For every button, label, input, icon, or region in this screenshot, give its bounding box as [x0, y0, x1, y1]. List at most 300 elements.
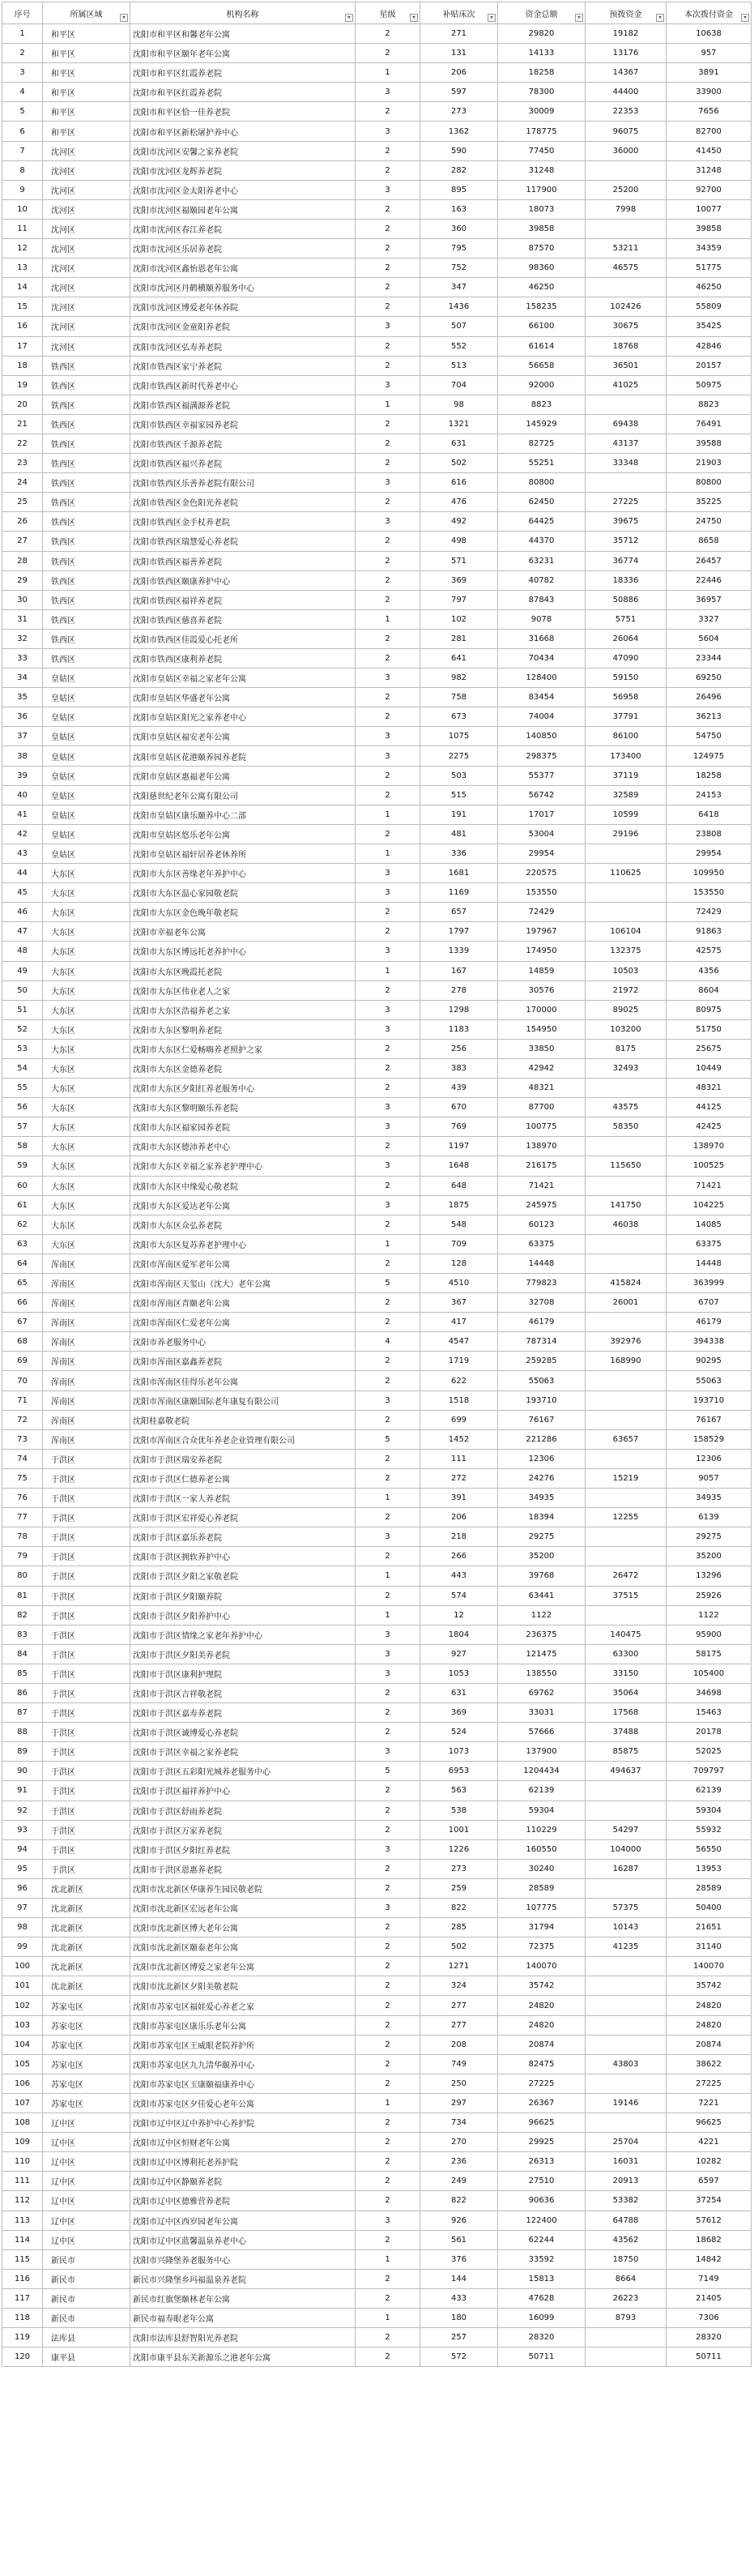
cell-star-level[interactable]: 2 — [356, 1449, 420, 1468]
cell-subsidized-beds[interactable]: 481 — [420, 824, 498, 844]
cell-prepaid-funds[interactable]: 46575 — [586, 258, 667, 278]
cell-institution[interactable]: 沈阳市大东区幸福之家养老护理中心 — [130, 1156, 356, 1176]
cell-institution[interactable]: 沈阳市大东区浩福养老之家 — [130, 1000, 356, 1019]
cell-prepaid-funds[interactable] — [586, 1176, 667, 1195]
cell-total-funds[interactable]: 259285 — [498, 1352, 586, 1371]
cell-current-payment[interactable]: 105400 — [667, 1664, 752, 1683]
cell-total-funds[interactable]: 1122 — [498, 1605, 586, 1625]
cell-prepaid-funds[interactable]: 37488 — [586, 1723, 667, 1742]
cell-prepaid-funds[interactable] — [586, 883, 667, 903]
cell-total-funds[interactable]: 70434 — [498, 649, 586, 669]
cell-index[interactable]: 109 — [2, 2133, 43, 2152]
cell-total-funds[interactable]: 83454 — [498, 688, 586, 707]
cell-star-level[interactable]: 2 — [356, 414, 420, 434]
cell-star-level[interactable]: 2 — [356, 2133, 420, 2152]
cell-district[interactable]: 新民市 — [43, 2269, 130, 2288]
cell-district[interactable]: 大东区 — [43, 922, 130, 942]
cell-subsidized-beds[interactable]: 498 — [420, 532, 498, 551]
cell-district[interactable]: 和平区 — [43, 63, 130, 83]
cell-star-level[interactable]: 3 — [356, 1742, 420, 1762]
cell-total-funds[interactable]: 160550 — [498, 1839, 586, 1859]
cell-index[interactable]: 8 — [2, 160, 43, 180]
cell-total-funds[interactable]: 26313 — [498, 2152, 586, 2172]
cell-institution[interactable]: 沈阳市浑南区爱军老年公寓 — [130, 1254, 356, 1273]
cell-current-payment[interactable]: 124975 — [667, 746, 752, 766]
cell-current-payment[interactable]: 24820 — [667, 1996, 752, 2015]
cell-institution[interactable]: 沈阳市大东区复苏养老护理中心 — [130, 1234, 356, 1254]
cell-index[interactable]: 58 — [2, 1137, 43, 1156]
cell-subsidized-beds[interactable]: 249 — [420, 2172, 498, 2191]
cell-index[interactable]: 14 — [2, 278, 43, 297]
cell-index[interactable]: 34 — [2, 669, 43, 688]
cell-subsidized-beds[interactable]: 795 — [420, 239, 498, 258]
cell-institution[interactable]: 沈阳市大东区黎明颐乐养老院 — [130, 1098, 356, 1117]
cell-star-level[interactable]: 2 — [356, 1957, 420, 1976]
cell-total-funds[interactable]: 158235 — [498, 297, 586, 317]
cell-current-payment[interactable]: 92700 — [667, 180, 752, 199]
cell-district[interactable]: 浑南区 — [43, 1352, 130, 1371]
cell-star-level[interactable]: 2 — [356, 2328, 420, 2347]
cell-total-funds[interactable]: 216175 — [498, 1156, 586, 1176]
cell-prepaid-funds[interactable]: 58350 — [586, 1117, 667, 1137]
cell-star-level[interactable]: 3 — [356, 1839, 420, 1859]
cell-institution[interactable]: 沈阳市大东区金德养老院 — [130, 1058, 356, 1078]
cell-district[interactable]: 新民市 — [43, 2249, 130, 2269]
cell-district[interactable]: 新民市 — [43, 2308, 130, 2327]
cell-total-funds[interactable]: 98360 — [498, 258, 586, 278]
cell-total-funds[interactable]: 57666 — [498, 1723, 586, 1742]
cell-index[interactable]: 10 — [2, 199, 43, 219]
cell-index[interactable]: 57 — [2, 1117, 43, 1137]
cell-index[interactable]: 12 — [2, 239, 43, 258]
cell-subsidized-beds[interactable]: 616 — [420, 473, 498, 493]
cell-district[interactable]: 皇姑区 — [43, 727, 130, 746]
cell-current-payment[interactable]: 10077 — [667, 199, 752, 219]
cell-prepaid-funds[interactable]: 43575 — [586, 1098, 667, 1117]
cell-total-funds[interactable]: 78300 — [498, 83, 586, 102]
cell-star-level[interactable]: 2 — [356, 1703, 420, 1723]
cell-subsidized-beds[interactable]: 383 — [420, 1058, 498, 1078]
cell-current-payment[interactable]: 35425 — [667, 317, 752, 336]
cell-current-payment[interactable]: 22446 — [667, 570, 752, 590]
cell-index[interactable]: 79 — [2, 1547, 43, 1566]
cell-total-funds[interactable]: 220575 — [498, 864, 586, 883]
cell-star-level[interactable]: 2 — [356, 1820, 420, 1839]
cell-subsidized-beds[interactable]: 822 — [420, 2191, 498, 2211]
cell-total-funds[interactable]: 64425 — [498, 512, 586, 532]
cell-prepaid-funds[interactable]: 14367 — [586, 63, 667, 83]
cell-index[interactable]: 28 — [2, 551, 43, 570]
cell-institution[interactable]: 沈阳市于洪区嘉寿养老院 — [130, 1703, 356, 1723]
cell-subsidized-beds[interactable]: 1321 — [420, 414, 498, 434]
cell-total-funds[interactable]: 39768 — [498, 1566, 586, 1586]
cell-total-funds[interactable]: 33031 — [498, 1703, 586, 1723]
cell-prepaid-funds[interactable] — [586, 1976, 667, 1996]
cell-star-level[interactable]: 2 — [356, 1176, 420, 1195]
cell-institution[interactable]: 沈阳市沈河区安馨之家养老院 — [130, 141, 356, 160]
cell-current-payment[interactable]: 55063 — [667, 1371, 752, 1391]
cell-prepaid-funds[interactable] — [586, 473, 667, 493]
cell-subsidized-beds[interactable]: 218 — [420, 1527, 498, 1547]
cell-index[interactable]: 75 — [2, 1468, 43, 1488]
cell-institution[interactable]: 沈阳市养老服务中心 — [130, 1332, 356, 1352]
cell-district[interactable]: 于洪区 — [43, 1508, 130, 1527]
cell-total-funds[interactable]: 15813 — [498, 2269, 586, 2288]
cell-star-level[interactable]: 2 — [356, 1410, 420, 1429]
cell-total-funds[interactable]: 48321 — [498, 1079, 586, 1098]
cell-index[interactable]: 88 — [2, 1723, 43, 1742]
cell-total-funds[interactable]: 29275 — [498, 1527, 586, 1547]
cell-star-level[interactable]: 2 — [356, 824, 420, 844]
cell-district[interactable]: 于洪区 — [43, 1527, 130, 1547]
cell-institution[interactable]: 沈阳市于洪区一家人养老院 — [130, 1489, 356, 1508]
cell-subsidized-beds[interactable]: 250 — [420, 2074, 498, 2093]
cell-subsidized-beds[interactable]: 369 — [420, 570, 498, 590]
cell-star-level[interactable]: 3 — [356, 669, 420, 688]
cell-prepaid-funds[interactable] — [586, 160, 667, 180]
cell-current-payment[interactable]: 193710 — [667, 1391, 752, 1410]
cell-index[interactable]: 113 — [2, 2211, 43, 2230]
cell-total-funds[interactable]: 137900 — [498, 1742, 586, 1762]
cell-institution[interactable]: 新民市福寿眼老年公寓 — [130, 2308, 356, 2327]
cell-district[interactable]: 沈河区 — [43, 141, 130, 160]
cell-total-funds[interactable]: 44370 — [498, 532, 586, 551]
cell-subsidized-beds[interactable]: 1197 — [420, 1137, 498, 1156]
cell-subsidized-beds[interactable]: 6953 — [420, 1762, 498, 1781]
cell-index[interactable]: 117 — [2, 2288, 43, 2308]
cell-star-level[interactable]: 2 — [356, 980, 420, 1000]
cell-institution[interactable]: 沈阳市大东区金色晚年敬老院 — [130, 903, 356, 922]
cell-subsidized-beds[interactable]: 1001 — [420, 1820, 498, 1839]
cell-index[interactable]: 63 — [2, 1234, 43, 1254]
cell-district[interactable]: 沈北新区 — [43, 1899, 130, 1918]
cell-index[interactable]: 70 — [2, 1371, 43, 1391]
cell-subsidized-beds[interactable]: 631 — [420, 434, 498, 453]
cell-district[interactable]: 辽中区 — [43, 2191, 130, 2211]
cell-subsidized-beds[interactable]: 670 — [420, 1098, 498, 1117]
cell-institution[interactable]: 沈阳市铁西区慈喜养老院 — [130, 609, 356, 629]
cell-index[interactable]: 91 — [2, 1781, 43, 1801]
cell-total-funds[interactable]: 34935 — [498, 1489, 586, 1508]
cell-star-level[interactable]: 2 — [356, 1468, 420, 1488]
cell-prepaid-funds[interactable]: 86100 — [586, 727, 667, 746]
cell-current-payment[interactable]: 31248 — [667, 160, 752, 180]
cell-district[interactable]: 大东区 — [43, 1079, 130, 1098]
cell-index[interactable]: 22 — [2, 434, 43, 453]
cell-star-level[interactable]: 2 — [356, 160, 420, 180]
cell-institution[interactable]: 沈阳市铁西区福满源养老院 — [130, 395, 356, 414]
cell-subsidized-beds[interactable]: 622 — [420, 1371, 498, 1391]
cell-institution[interactable]: 沈阳市于洪区瑞安养老院 — [130, 1449, 356, 1468]
cell-prepaid-funds[interactable] — [586, 1254, 667, 1273]
cell-index[interactable]: 81 — [2, 1586, 43, 1605]
cell-total-funds[interactable]: 29820 — [498, 24, 586, 44]
cell-star-level[interactable]: 2 — [356, 922, 420, 942]
cell-district[interactable]: 大东区 — [43, 942, 130, 961]
cell-star-level[interactable]: 3 — [356, 1664, 420, 1683]
cell-subsidized-beds[interactable]: 278 — [420, 980, 498, 1000]
cell-prepaid-funds[interactable]: 10599 — [586, 805, 667, 824]
cell-current-payment[interactable]: 51750 — [667, 1019, 752, 1039]
cell-prepaid-funds[interactable] — [586, 1489, 667, 1508]
cell-star-level[interactable]: 1 — [356, 1566, 420, 1586]
cell-star-level[interactable]: 3 — [356, 1527, 420, 1547]
cell-institution[interactable]: 沈阳市大东区中缘爱心敬老院 — [130, 1176, 356, 1195]
cell-current-payment[interactable]: 24820 — [667, 2015, 752, 2035]
cell-current-payment[interactable]: 20178 — [667, 1723, 752, 1742]
cell-total-funds[interactable]: 90636 — [498, 2191, 586, 2211]
cell-institution[interactable]: 沈阳市于洪区幸福之家养老院 — [130, 1742, 356, 1762]
cell-prepaid-funds[interactable] — [586, 1527, 667, 1547]
cell-district[interactable]: 浑南区 — [43, 1429, 130, 1449]
cell-current-payment[interactable]: 80975 — [667, 1000, 752, 1019]
cell-current-payment[interactable]: 44125 — [667, 1098, 752, 1117]
cell-prepaid-funds[interactable]: 41025 — [586, 375, 667, 395]
cell-district[interactable]: 于洪区 — [43, 1605, 130, 1625]
cell-prepaid-funds[interactable]: 36000 — [586, 141, 667, 160]
cell-index[interactable]: 13 — [2, 258, 43, 278]
cell-prepaid-funds[interactable]: 41235 — [586, 1937, 667, 1957]
cell-subsidized-beds[interactable]: 648 — [420, 1176, 498, 1195]
cell-district[interactable]: 沈河区 — [43, 258, 130, 278]
cell-district[interactable]: 铁西区 — [43, 414, 130, 434]
cell-district[interactable]: 大东区 — [43, 1098, 130, 1117]
cell-prepaid-funds[interactable]: 132375 — [586, 942, 667, 961]
cell-star-level[interactable]: 2 — [356, 1586, 420, 1605]
cell-index[interactable]: 95 — [2, 1859, 43, 1878]
cell-total-funds[interactable]: 31668 — [498, 629, 586, 648]
cell-star-level[interactable]: 2 — [356, 2074, 420, 2093]
cell-star-level[interactable]: 2 — [356, 551, 420, 570]
cell-index[interactable]: 25 — [2, 493, 43, 512]
cell-star-level[interactable]: 2 — [356, 2269, 420, 2288]
cell-current-payment[interactable]: 24153 — [667, 785, 752, 805]
cell-current-payment[interactable]: 63375 — [667, 1234, 752, 1254]
cell-index[interactable]: 55 — [2, 1079, 43, 1098]
cell-star-level[interactable]: 2 — [356, 2191, 420, 2211]
cell-subsidized-beds[interactable]: 12 — [420, 1605, 498, 1625]
cell-current-payment[interactable]: 6597 — [667, 2172, 752, 2191]
cell-star-level[interactable]: 5 — [356, 1429, 420, 1449]
cell-institution[interactable]: 沈阳市辽中区恒财老年公寓 — [130, 2133, 356, 2152]
cell-district[interactable]: 沈河区 — [43, 199, 130, 219]
cell-prepaid-funds[interactable]: 16031 — [586, 2152, 667, 2172]
cell-star-level[interactable]: 2 — [356, 1918, 420, 1937]
cell-district[interactable]: 和平区 — [43, 122, 130, 141]
cell-institution[interactable]: 沈阳市于洪区夕阳红养老院 — [130, 1839, 356, 1859]
cell-subsidized-beds[interactable]: 927 — [420, 1644, 498, 1664]
cell-index[interactable]: 115 — [2, 2249, 43, 2269]
cell-current-payment[interactable]: 91863 — [667, 922, 752, 942]
cell-prepaid-funds[interactable] — [586, 1391, 667, 1410]
cell-district[interactable]: 铁西区 — [43, 395, 130, 414]
cell-index[interactable]: 17 — [2, 336, 43, 356]
cell-institution[interactable]: 沈阳市皇姑区惠福老年公寓 — [130, 766, 356, 785]
cell-star-level[interactable]: 2 — [356, 1878, 420, 1898]
cell-current-payment[interactable]: 82700 — [667, 122, 752, 141]
cell-district[interactable]: 铁西区 — [43, 629, 130, 648]
cell-district[interactable]: 铁西区 — [43, 532, 130, 551]
cell-current-payment[interactable]: 42846 — [667, 336, 752, 356]
cell-index[interactable]: 53 — [2, 1039, 43, 1058]
cell-district[interactable]: 大东区 — [43, 1117, 130, 1137]
cell-total-funds[interactable]: 46250 — [498, 278, 586, 297]
cell-prepaid-funds[interactable]: 110625 — [586, 864, 667, 883]
cell-star-level[interactable]: 2 — [356, 102, 420, 122]
cell-current-payment[interactable]: 46179 — [667, 1313, 752, 1332]
cell-prepaid-funds[interactable]: 494637 — [586, 1762, 667, 1781]
cell-star-level[interactable]: 4 — [356, 1332, 420, 1352]
cell-institution[interactable]: 沈阳市沈北新区宏远老年公寓 — [130, 1899, 356, 1918]
cell-district[interactable]: 铁西区 — [43, 512, 130, 532]
cell-institution[interactable]: 沈阳市铁西区千源养老院 — [130, 434, 356, 453]
cell-subsidized-beds[interactable]: 734 — [420, 2113, 498, 2133]
cell-district[interactable]: 沈北新区 — [43, 1918, 130, 1937]
cell-current-payment[interactable]: 153550 — [667, 883, 752, 903]
cell-subsidized-beds[interactable]: 360 — [420, 219, 498, 238]
cell-district[interactable]: 苏家屯区 — [43, 2074, 130, 2093]
cell-institution[interactable]: 沈阳市辽中区德雅营养老院 — [130, 2191, 356, 2211]
cell-index[interactable]: 19 — [2, 375, 43, 395]
cell-district[interactable]: 沈北新区 — [43, 1937, 130, 1957]
cell-district[interactable]: 大东区 — [43, 961, 130, 980]
cell-district[interactable]: 大东区 — [43, 980, 130, 1000]
cell-current-payment[interactable]: 14842 — [667, 2249, 752, 2269]
cell-district[interactable]: 沈北新区 — [43, 1957, 130, 1976]
cell-subsidized-beds[interactable]: 572 — [420, 2347, 498, 2367]
cell-subsidized-beds[interactable]: 131 — [420, 44, 498, 63]
cell-current-payment[interactable]: 12306 — [667, 1449, 752, 1468]
cell-institution[interactable]: 沈阳市大东区博远托老养护中心 — [130, 942, 356, 961]
cell-total-funds[interactable]: 122400 — [498, 2211, 586, 2230]
cell-district[interactable]: 浑南区 — [43, 1313, 130, 1332]
cell-prepaid-funds[interactable]: 33348 — [586, 454, 667, 473]
cell-institution[interactable]: 沈阳市大东区仁爱畅嗨养老照护之家 — [130, 1039, 356, 1058]
cell-current-payment[interactable]: 25926 — [667, 1586, 752, 1605]
cell-total-funds[interactable]: 14133 — [498, 44, 586, 63]
cell-district[interactable]: 铁西区 — [43, 493, 130, 512]
cell-total-funds[interactable]: 128400 — [498, 669, 586, 688]
cell-star-level[interactable]: 2 — [356, 336, 420, 356]
cell-total-funds[interactable]: 154950 — [498, 1019, 586, 1039]
cell-index[interactable]: 3 — [2, 63, 43, 83]
cell-index[interactable]: 49 — [2, 961, 43, 980]
cell-index[interactable]: 119 — [2, 2328, 43, 2347]
cell-institution[interactable]: 沈阳市沈河区金太阳养老中心 — [130, 180, 356, 199]
cell-current-payment[interactable]: 21651 — [667, 1918, 752, 1937]
cell-current-payment[interactable]: 14448 — [667, 1254, 752, 1273]
cell-institution[interactable]: 沈阳市沈河区春江养老院 — [130, 219, 356, 238]
cell-total-funds[interactable]: 24820 — [498, 1996, 586, 2015]
cell-prepaid-funds[interactable] — [586, 844, 667, 863]
cell-total-funds[interactable]: 63375 — [498, 1234, 586, 1254]
filter-dropdown-icon[interactable]: ▾ — [120, 14, 128, 22]
cell-institution[interactable]: 沈阳市沈北新区华康养生园民敬老院 — [130, 1878, 356, 1898]
cell-total-funds[interactable]: 39858 — [498, 219, 586, 238]
cell-subsidized-beds[interactable]: 548 — [420, 1215, 498, 1234]
cell-prepaid-funds[interactable]: 140475 — [586, 1625, 667, 1644]
cell-current-payment[interactable]: 6139 — [667, 1508, 752, 1527]
cell-total-funds[interactable]: 121475 — [498, 1644, 586, 1664]
cell-institution[interactable]: 沈阳市铁西区颐康养护中心 — [130, 570, 356, 590]
cell-subsidized-beds[interactable]: 1719 — [420, 1352, 498, 1371]
cell-star-level[interactable]: 2 — [356, 219, 420, 238]
cell-index[interactable]: 106 — [2, 2074, 43, 2093]
cell-prepaid-funds[interactable]: 54297 — [586, 1820, 667, 1839]
cell-total-funds[interactable]: 87843 — [498, 590, 586, 609]
cell-district[interactable]: 浑南区 — [43, 1254, 130, 1273]
cell-subsidized-beds[interactable]: 206 — [420, 1508, 498, 1527]
cell-current-payment[interactable]: 39588 — [667, 434, 752, 453]
cell-star-level[interactable]: 2 — [356, 493, 420, 512]
cell-prepaid-funds[interactable]: 64788 — [586, 2211, 667, 2230]
cell-total-funds[interactable]: 87700 — [498, 1098, 586, 1117]
cell-subsidized-beds[interactable]: 391 — [420, 1489, 498, 1508]
cell-subsidized-beds[interactable]: 376 — [420, 2249, 498, 2269]
cell-institution[interactable]: 沈阳市铁西区瑞慧爱心养老院 — [130, 532, 356, 551]
cell-star-level[interactable]: 1 — [356, 1605, 420, 1625]
cell-prepaid-funds[interactable]: 18750 — [586, 2249, 667, 2269]
cell-star-level[interactable]: 2 — [356, 1859, 420, 1878]
cell-prepaid-funds[interactable]: 53211 — [586, 239, 667, 258]
cell-institution[interactable]: 沈阳市沈北新区颐泰老年公寓 — [130, 1937, 356, 1957]
cell-institution[interactable]: 新民市兴隆堡乡玛福温泉养老院 — [130, 2269, 356, 2288]
cell-subsidized-beds[interactable]: 259 — [420, 1878, 498, 1898]
cell-current-payment[interactable]: 50400 — [667, 1899, 752, 1918]
cell-institution[interactable]: 沈阳市大东区黎明养老院 — [130, 1019, 356, 1039]
cell-current-payment[interactable]: 3327 — [667, 609, 752, 629]
cell-total-funds[interactable]: 35742 — [498, 1976, 586, 1996]
cell-current-payment[interactable]: 57612 — [667, 2211, 752, 2230]
cell-current-payment[interactable]: 709797 — [667, 1762, 752, 1781]
cell-prepaid-funds[interactable]: 43137 — [586, 434, 667, 453]
cell-index[interactable]: 102 — [2, 1996, 43, 2015]
cell-institution[interactable]: 沈阳市大东区夕阳红养老服务中心 — [130, 1079, 356, 1098]
cell-subsidized-beds[interactable]: 699 — [420, 1410, 498, 1429]
cell-district[interactable]: 和平区 — [43, 44, 130, 63]
cell-total-funds[interactable]: 18073 — [498, 199, 586, 219]
cell-subsidized-beds[interactable]: 282 — [420, 160, 498, 180]
cell-prepaid-funds[interactable]: 37791 — [586, 707, 667, 727]
cell-index[interactable]: 86 — [2, 1683, 43, 1702]
cell-star-level[interactable]: 5 — [356, 1274, 420, 1293]
cell-star-level[interactable]: 2 — [356, 239, 420, 258]
cell-total-funds[interactable]: 56658 — [498, 356, 586, 375]
cell-prepaid-funds[interactable]: 26064 — [586, 629, 667, 648]
cell-district[interactable]: 于洪区 — [43, 1664, 130, 1683]
cell-current-payment[interactable]: 5604 — [667, 629, 752, 648]
cell-prepaid-funds[interactable]: 32589 — [586, 785, 667, 805]
cell-prepaid-funds[interactable] — [586, 1234, 667, 1254]
cell-index[interactable]: 23 — [2, 454, 43, 473]
cell-institution[interactable]: 沈阳市大东区晚霞托老院 — [130, 961, 356, 980]
cell-index[interactable]: 118 — [2, 2308, 43, 2327]
cell-subsidized-beds[interactable]: 369 — [420, 1703, 498, 1723]
cell-current-payment[interactable]: 34935 — [667, 1489, 752, 1508]
cell-total-funds[interactable]: 30576 — [498, 980, 586, 1000]
cell-index[interactable]: 94 — [2, 1839, 43, 1859]
cell-subsidized-beds[interactable]: 180 — [420, 2308, 498, 2327]
cell-prepaid-funds[interactable]: 173400 — [586, 746, 667, 766]
cell-district[interactable]: 于洪区 — [43, 1801, 130, 1820]
cell-prepaid-funds[interactable] — [586, 2113, 667, 2133]
cell-subsidized-beds[interactable]: 926 — [420, 2211, 498, 2230]
cell-star-level[interactable]: 2 — [356, 1547, 420, 1566]
cell-subsidized-beds[interactable]: 752 — [420, 258, 498, 278]
cell-prepaid-funds[interactable]: 36501 — [586, 356, 667, 375]
cell-prepaid-funds[interactable]: 43562 — [586, 2230, 667, 2249]
cell-star-level[interactable]: 1 — [356, 2308, 420, 2327]
